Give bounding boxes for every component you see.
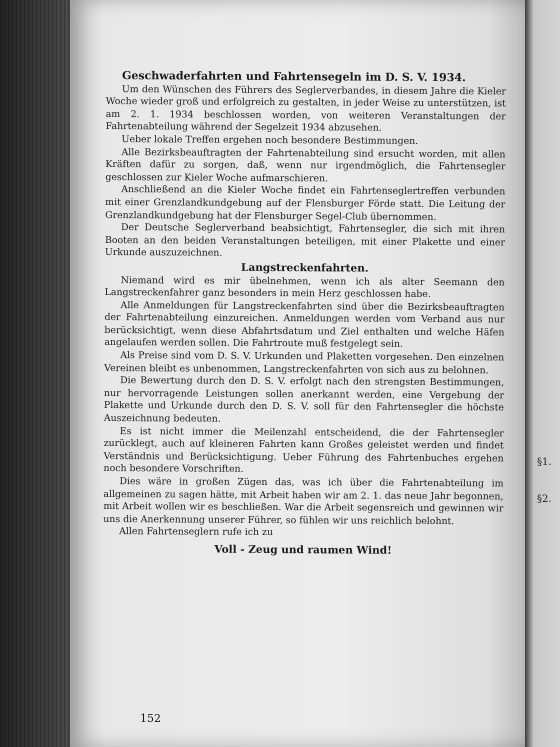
paragraph: Es ist nicht immer die Meilenzahl entscheidend, die der Fahrtensegler zurücklegt, auch auf kleineren Fahrten kann Großes geleistet werden und findet Verständnis und Berücksichtigung. Ueber Führung des Fahrtenbuches ergehen noch besondere Vorschriften. (103, 425, 504, 476)
book-page (70, 0, 525, 747)
facing-page-mark: §2. (537, 494, 552, 505)
page-content (103, 70, 506, 558)
paragraph: Niemand wird es mir übelnehmen, wenn ich als alter Seemann den Langstreckenfahrer ganz besonders in mein Herz geschlossen habe. (104, 274, 505, 301)
paragraph: Als Preise sind vom D. S. V. Urkunden und Plaketten vorgesehen. Den einzelnen Vereinen bleibt es unbenommen, Langstreckenfahrten von sich aus zu belohnen. (104, 350, 505, 376)
paragraph: Um den Wünschen des Führers des Seglerverbandes, in diesem Jahre die Kieler Woche wieder groß und erfolgreich zu gestalten, in jeder Weise zu unterstützen, ist am 2. 1. 1934 beschlossen worden, von weiteren Veranstaltungen der Fahrtenabteilung während der Segelzeit 1934 abzusehen. (105, 83, 506, 135)
spine-shadow (0, 0, 70, 747)
paragraph: Alle Anmeldungen für Langstreckenfahrten sind über die Bezirksbeauftragten der Fahrtenabteilung einzureichen. Anmeldungen werden vom Verband aus nur berücksichtigt, wenn diese Abfahrtsdatum und Ziel enthalten und welche Häfen angelaufen werden sollen. Die Fahrtroute muß festgelegt sein. (104, 299, 505, 351)
page-number: 152 (140, 712, 161, 725)
paragraph: Ueber lokale Treffen ergehen noch besondere Bestimmungen. (121, 134, 419, 147)
paragraph: Die Bewertung durch den D. S. V. erfolgt nach den strengsten Bestimmungen, nur hervorragende Leistungen sollen anerkannt werden, eine Vergebung der Plakette und Urkunde durch den D. S. V. soll für den Fahrtensegler die höchste Auszeichnung bedeuten. (103, 375, 505, 425)
page-heading: Geschwaderfahrten und Fahrtensegeln im D. S. V. 1934. (121, 69, 466, 85)
facing-page-mark: §1. (537, 457, 552, 468)
facing-page-edge (525, 0, 560, 747)
section-subheading: Langstreckenfahrten. (241, 261, 369, 275)
paragraph: Der Deutsche Seglerverband beabsichtigt, Fahrtensegler, die sich mit ihren Booten an den beiden Veranstaltungen beteiligen, mit einer Plakette und einer Urkunde auszuzeichnen. (104, 222, 506, 260)
closing-slogan: Voll - Zeug und raumen Wind! (214, 543, 392, 557)
paragraph: Anschließend an die Kieler Woche findet ein Fahrtenseglertreffen verbunden mit einer Grenzlandkundgebung auf der Flensburger Förde statt. Die Leitung der Grenzlandkundgebung hat der Flensburger Segel-Club übernommen. (105, 184, 506, 223)
paragraph: Alle Bezirksbeauftragten der Fahrtenabteilung sind ersucht worden, mit allen Kräften dafür zu sorgen, daß, wenn nur irgendmöglich, die Fahrtensegler geschlossen zur Kieler Woche aufmarschieren. (105, 146, 506, 185)
paragraph: Allen Fahrtenseglern rufe ich zu (119, 526, 274, 539)
paragraph: Dies wäre in großen Zügen das, was ich über die Fahrtenabteilung im allgemeinen zu sagen hätte, mit Arbeit haben wir am 2. 1. das neue Jahr begonnen, mit Arbeit wollen wir es beschließen. War die Arbeit segensreich und gewinnen wir uns die Anerkennung unserer Führer, so fühlen wir uns reichlich belohnt. (103, 476, 504, 527)
